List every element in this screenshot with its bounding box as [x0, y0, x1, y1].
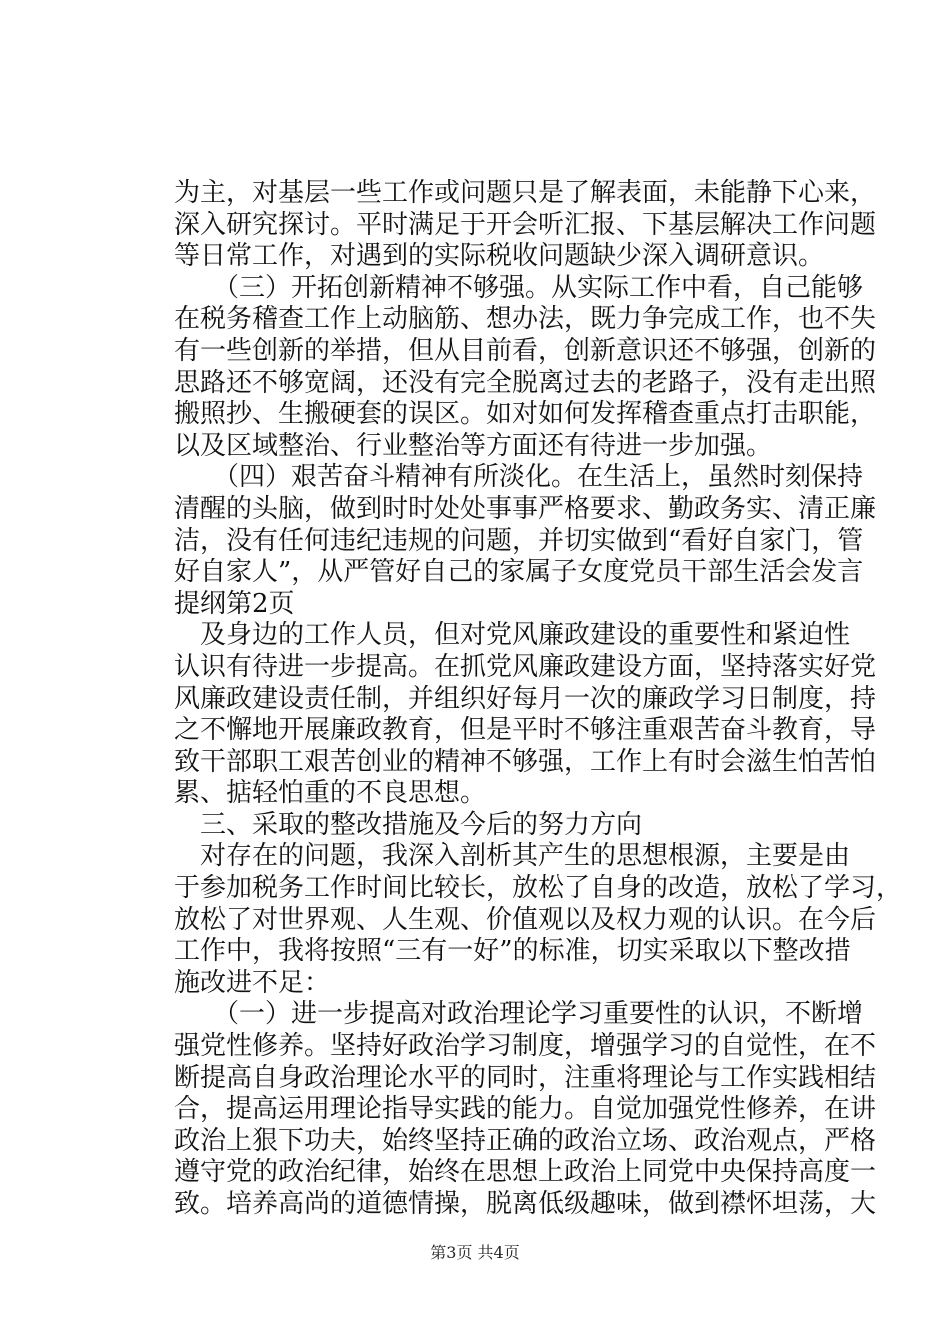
text-line: 提纲第2页 [174, 588, 295, 619]
text-line: 之不懈地开展廉政教育，但是平时不够注重艰苦奋斗教育，导 [174, 715, 877, 746]
text-line: 好自家人”，从严管好自己的家属子女度党员干部生活会发言 [174, 557, 864, 588]
text-line: 等日常工作，对遇到的实际税收问题缺少深入调研意识。 [174, 241, 825, 272]
document-body [174, 178, 903, 1221]
text-line: 工作中，我将按照“三有一好”的标准，切实采取以下整改措 [174, 936, 851, 967]
text-line: 施改进不足： [174, 967, 331, 998]
text-line: 在税务稽查工作上动脑筋、想办法，既力争完成工作，也不失 [174, 304, 877, 335]
text-line: （三）开拓创新精神不够强。从实际工作中看，自己能够 [174, 272, 864, 303]
text-line: 清醒的头脑，做到时时处处事事严格要求、勤政务实、清正廉 [174, 493, 877, 524]
text-line: 思路还不够宽阔，还没有完全脱离过去的老路子，没有走出照 [174, 367, 877, 398]
text-line: 深入研究探讨。平时满足于开会听汇报、下基层解决工作问题 [174, 209, 877, 240]
text-line: 致。培养高尚的道德情操，脱离低级趣味，做到襟怀坦荡，大 [174, 1189, 877, 1219]
text-line: 对存在的问题，我深入剖析其产生的思想根源，主要是由 [174, 841, 851, 872]
text-line: 及身边的工作人员，但对党风廉政建设的重要性和紧迫性 [174, 620, 851, 651]
page-footer: 第3页 共4页 [430, 1243, 520, 1262]
text-line: （四）艰苦奋斗精神有所淡化。在生活上，虽然时刻保持 [174, 462, 864, 493]
text-line: 累、掂轻怕重的不良思想。 [174, 778, 487, 809]
text-line: 为主，对基层一些工作或问题只是了解表面，未能静下心来， [174, 178, 877, 208]
text-line: 风廉政建设责任制，并组织好每月一次的廉政学习日制度，持 [174, 683, 877, 714]
text-line: 致干部职工艰苦创业的精神不够强，工作上有时会滋生怕苦怕 [174, 746, 877, 777]
text-line: 以及区域整治、行业整治等方面还有待进一步加强。 [174, 430, 773, 461]
text-line: 于参加税务工作时间比较长，放松了自身的改造，放松了学习， [174, 873, 903, 904]
text-line: 遵守党的政治纪律，始终在思想上政治上同党中央保持高度一 [174, 1157, 877, 1188]
text-line: 强党性修养。坚持好政治学习制度，增强学习的自觉性，在不 [174, 1031, 877, 1062]
text-line: 放松了对世界观、人生观、价值观以及权力观的认识。在今后 [174, 904, 877, 935]
section-heading: 三、采取的整改措施及今后的努力方向 [174, 809, 643, 840]
text-line: 搬照抄、生搬硬套的误区。如对如何发挥稽查重点打击职能， [174, 399, 877, 430]
text-line: （一）进一步提高对政治理论学习重要性的认识，不断增 [174, 999, 864, 1030]
text-line: 政治上狠下功夫，始终坚持正确的政治立场、政治观点，严格 [174, 1125, 877, 1156]
text-line: 认识有待进一步提高。在抓党风廉政建设方面，坚持落实好党 [174, 651, 877, 682]
text-line: 合，提高运用理论指导实践的能力。自觉加强党性修养，在讲 [174, 1094, 877, 1125]
text-line: 洁，没有任何违纪违规的问题，并切实做到“看好自家门，管 [174, 525, 864, 556]
text-line: 有一些创新的举措，但从目前看，创新意识还不够强，创新的 [174, 335, 877, 366]
text-line: 断提高自身政治理论水平的同时，注重将理论与工作实践相结 [174, 1062, 877, 1093]
